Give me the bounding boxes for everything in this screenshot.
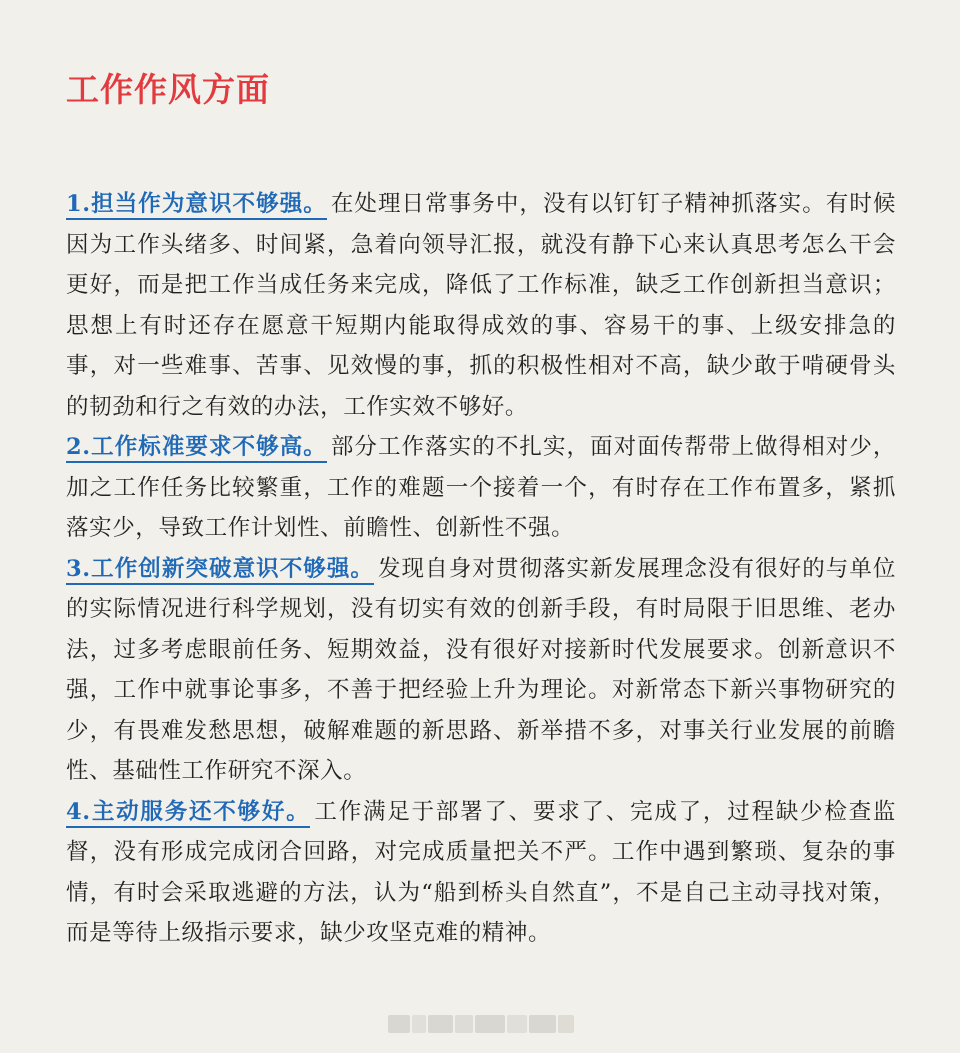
watermark-glyph bbox=[412, 1015, 426, 1033]
watermark-glyph bbox=[529, 1015, 557, 1033]
section-2 bbox=[66, 427, 896, 549]
document bbox=[66, 68, 896, 954]
section-heading: 2.工作标准要求不够高。 bbox=[66, 434, 327, 463]
watermark-glyph bbox=[558, 1015, 574, 1033]
section-heading: 3.工作创新突破意识不够强。 bbox=[66, 556, 374, 585]
page-title: 工作作风方面 bbox=[66, 70, 270, 109]
watermark bbox=[388, 1013, 574, 1035]
section-heading: 1.担当作为意识不够强。 bbox=[66, 191, 327, 220]
watermark-glyph bbox=[475, 1015, 505, 1033]
section-3 bbox=[66, 549, 896, 792]
section-4 bbox=[66, 792, 896, 954]
section-text: 工作满足于部署了、要求了、完成了，过程缺少检查监督，没有形成完成闭合回路，对完成质量把关不严。工作中遇到繁琐、复杂的事情，有时会采取逃避的方法，认为“船到桥头自然直”，不是自己主动寻找对策，而是等待上级指示要求，缺少攻坚克难的精神。 bbox=[66, 798, 897, 946]
watermark-glyph bbox=[455, 1015, 473, 1033]
section-text: 发现自身对贯彻落实新发展理念没有很好的与单位的实际情况进行科学规划，没有切实有效的创新手段，有时局限于旧思维、老办法，过多考虑眼前任务、短期效益，没有很好对接新时代发展要求。创新意识不强，工作中就事论事多，不善于把经验上升为理论。对新常态下新兴事物研究的少，有畏难发愁思想，破解难题的新思路、新举措不多，对事关行业发展的前瞻性、基础性工作研究不深入。 bbox=[66, 555, 897, 784]
section-text: 在处理日常事务中，没有以钉钉子精神抓落实。有时候因为工作头绪多、时间紧，急着向领导汇报，就没有静下心来认真思考怎么干会更好，而是把工作当成任务来完成，降低了工作标准，缺乏工作创新担当意识；思想上有时还存在愿意干短期内能取得成效的事、容易干的事、上级安排急的事，对一些难事、苦事、见效慢的事，抓的积极性相对不高，缺少敢于啃硬骨头的韧劲和行之有效的办法，工作实效不够好。 bbox=[66, 191, 896, 420]
section-text: 部分工作落实的不扎实，面对面传帮带上做得相对少，加之工作任务比较繁重，工作的难题一个接着一个，有时存在工作布置多，紧抓落实少，导致工作计划性、前瞻性、创新性不强。 bbox=[66, 434, 896, 541]
document-body bbox=[66, 184, 896, 954]
watermark-glyph bbox=[428, 1015, 454, 1033]
watermark-glyph bbox=[507, 1015, 527, 1033]
watermark-glyph bbox=[388, 1015, 410, 1033]
section-1 bbox=[66, 184, 896, 427]
section-heading: 4.主动服务还不够好。 bbox=[66, 799, 310, 828]
